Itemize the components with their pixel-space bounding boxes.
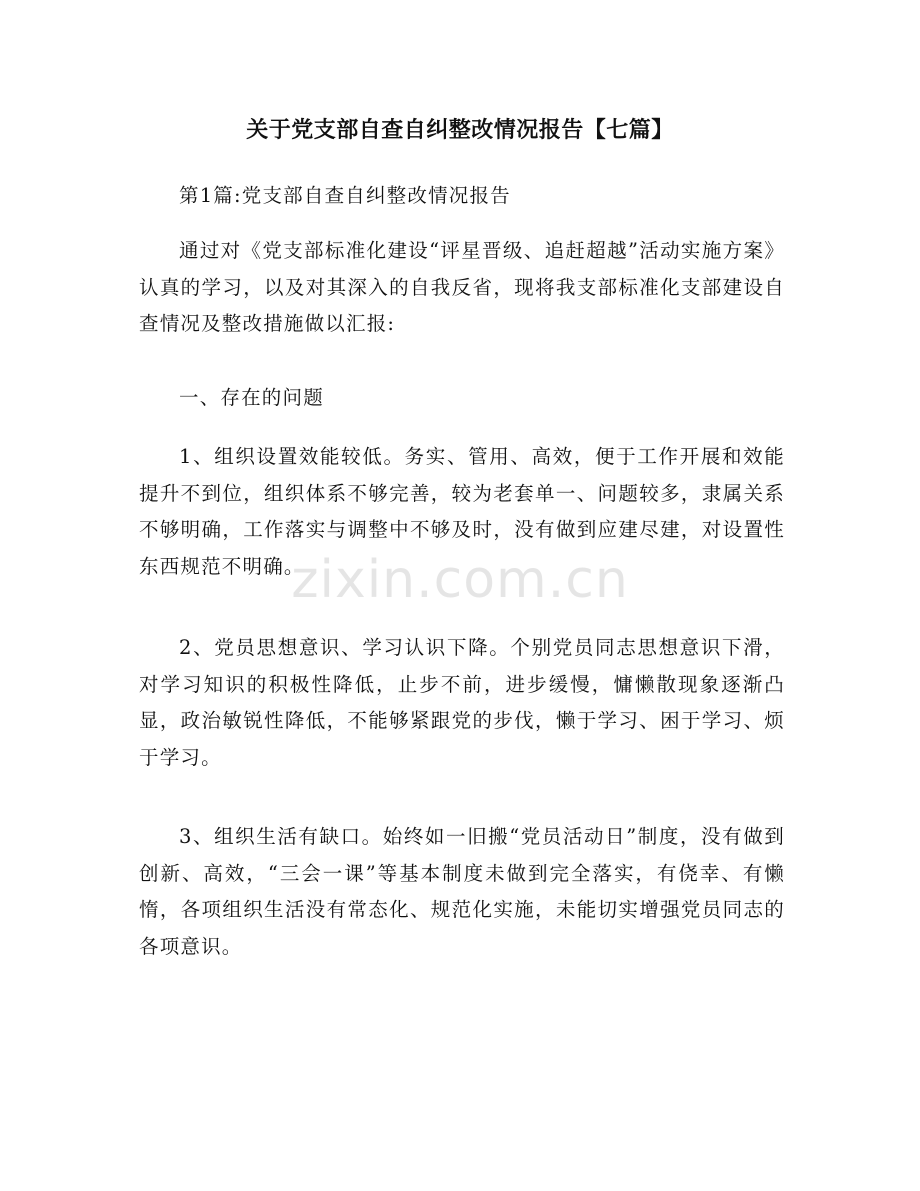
problem-paragraph-3: 3、组织生活有缺口。始终如一旧搬“党员活动日”制度，没有做到创新、高效，“三会一课”等基本制度未做到完全落实，有侥幸、有懒惰，各项组织生活没有常态化、规范化实施，未能切实增强党员同志的各项意识。 — [139, 825, 785, 958]
intro-paragraph: 通过对《党支部标准化建设“评星晋级、追赶超越”活动实施方案》认真的学习，以及对其深入的自我反省，现将我支部标准化支部建设自查情况及整改措施做以汇报: — [139, 239, 785, 335]
document-title: 关于党支部自查自纠整改情况报告【七篇】 — [246, 118, 674, 143]
problems-heading: 一、存在的问题 — [179, 386, 324, 409]
problem-paragraph-2: 2、党员思想意识、学习认识下降。个别党员同志思想意识下滑，对学习知识的积极性降低，止步不前，进步缓慢，慵懒散现象逐渐凸显，政治敏锐性降低，不能够紧跟党的步伐，懒于学习、困于学习、烦于学习。 — [139, 636, 785, 769]
problem-paragraph-1: 1、组织设置效能较低。务实、管用、高效，便于工作开展和效能提升不到位，组织体系不够完善，较为老套单一、问题较多，隶属关系不够明确，工作落实与调整中不够及时，没有做到应建尽建，对设置性东西规范不明确。 — [139, 445, 785, 578]
watermark: zixin.com.cn — [291, 550, 629, 610]
section-heading: 第1篇:党支部自查自纠整改情况报告 — [179, 184, 511, 207]
